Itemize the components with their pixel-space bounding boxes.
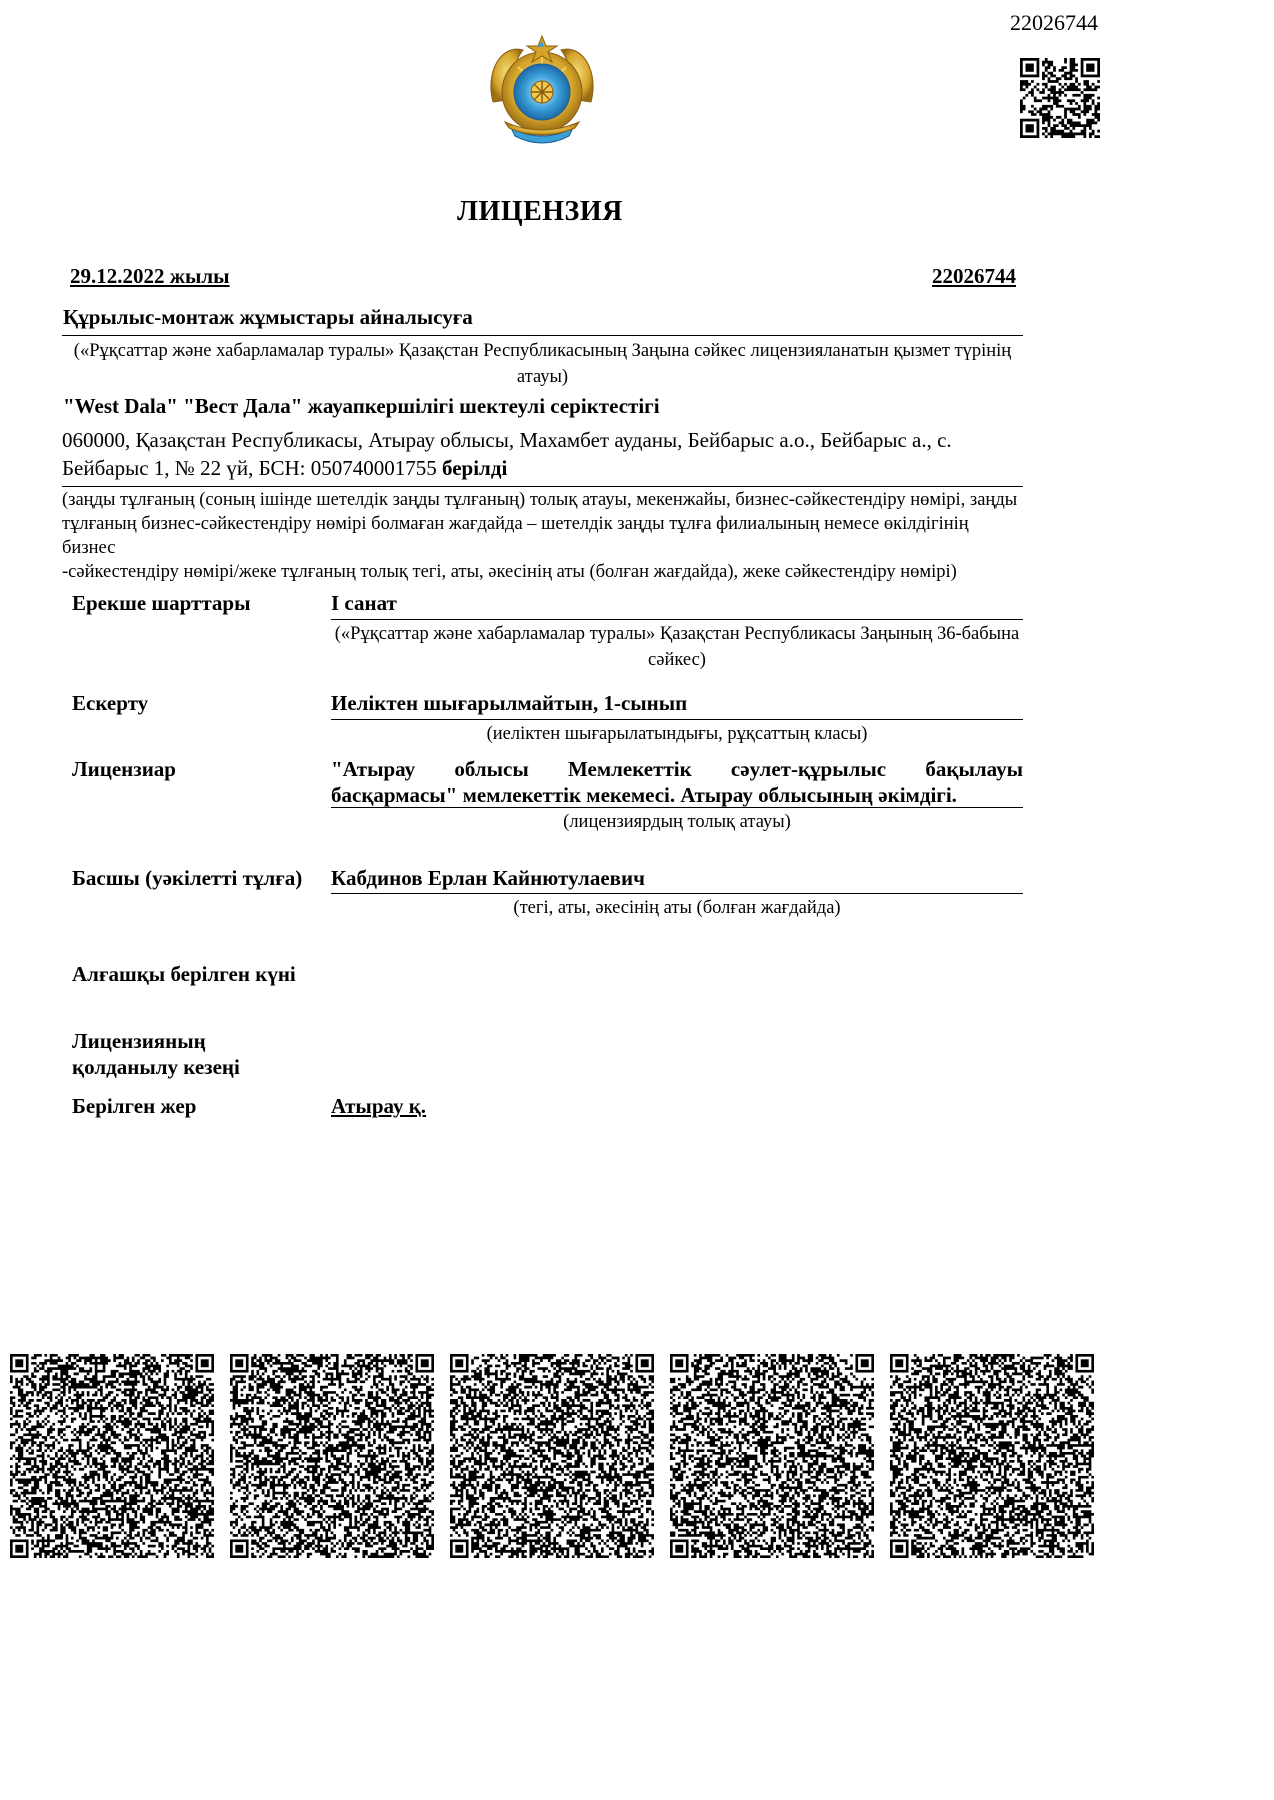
- head-note: (тегі, аты, әкесінің аты (болған жағдайда): [513, 898, 841, 918]
- state-emblem-icon: [483, 32, 601, 155]
- first-issue-date-label: Алғашқы берілген күні: [72, 962, 296, 986]
- head-value: Кабдинов Ерлан Кайнютулаевич: [331, 866, 645, 890]
- licensee-note-line1: (заңды тұлғаның (соның ішінде шетелдік заңды тұлғаның) толық атауы, мекенжайы, бизнес-сәйкестендіру нөмірі, заңды: [62, 490, 1018, 510]
- licensor-word: "Атырау: [331, 757, 416, 781]
- validity-label-line1: Лицензияның: [72, 1029, 206, 1053]
- head-label: Басшы (уәкілетті тұлға): [72, 866, 303, 890]
- licensor-word: облысы: [454, 757, 529, 781]
- licensor-word: Мемлекеттік: [567, 757, 692, 781]
- special-conditions-value: I санат: [331, 591, 397, 615]
- validity-label: [72, 1028, 240, 1080]
- place-value: Атырау қ.: [331, 1094, 427, 1118]
- licensee-address-line1: 060000, Қазақстан Республикасы, Атырау облысы, Махамбет ауданы, Бейбарыс а.о., Бейбарыс а., с.: [62, 428, 952, 452]
- license-number: 22026744: [932, 264, 1016, 288]
- licensor-value: [331, 756, 1023, 808]
- licensor-value-line2: басқармасы" мемлекеттік мекемесі. Атырау облысының әкімдігі.: [331, 783, 957, 807]
- activity-type: Құрылыс-монтаж жұмыстары айналысуға: [63, 305, 473, 329]
- qr-code-icon: [450, 1354, 654, 1558]
- licensee-address-line2: Бейбарыс 1, № 22 үй, БСН: 050740001755: [62, 456, 437, 480]
- special-conditions-note-line1: («Рұқсаттар және хабарламалар туралы» Қазақстан Республикасы Заңының 36-бабына: [334, 624, 1020, 644]
- remark-value: Иеліктен шығарылмайтын, 1-сынып: [331, 691, 688, 715]
- page-title: ЛИЦЕНЗИЯ: [457, 196, 623, 227]
- qr-code-icon: [670, 1354, 874, 1558]
- qr-code-icon: [230, 1354, 434, 1558]
- licensee-note-line3: -сәйкестендіру нөмірі/жеке тұлғаның толық тегі, аты, әкесінің аты (болған жағдайда), жеке сәйкестендіру нөмірі): [62, 562, 957, 582]
- licensor-underline: [331, 807, 1023, 808]
- licensee-address: [62, 426, 1024, 482]
- doc-number-top: 22026744: [1010, 10, 1098, 35]
- head-underline: [331, 893, 1023, 894]
- qr-code-icon: [10, 1354, 214, 1558]
- licensee-note: [62, 488, 1024, 584]
- activity-note: [62, 338, 1023, 390]
- special-conditions-note-line2: сәйкес): [648, 650, 706, 670]
- licensee-underline: [62, 486, 1023, 487]
- qr-code-icon: [1020, 58, 1100, 138]
- licensor-word: бақылауы: [925, 757, 1023, 781]
- activity-note-line1: («Рұқсаттар және хабарламалар туралы» Қазақстан Республикасының Заңына сәйкес лицензияланатын қызмет түрінің: [73, 341, 1012, 361]
- licensee-note-line2: тұлғаның бизнес-сәйкестендіру нөмірі болмаған жағдайда – шетелдік заңды тұлға филиалының немесе өкілдігінің бизнес: [62, 514, 969, 558]
- remark-underline: [331, 719, 1023, 720]
- activity-underline: [62, 335, 1023, 336]
- licensor-label: Лицензиар: [72, 757, 176, 781]
- special-conditions-underline: [331, 619, 1023, 620]
- licensee-name: "West Dala" "Вест Дала" жауапкершілігі шектеулі серіктестігі: [63, 394, 660, 418]
- activity-note-line2: атауы): [516, 367, 569, 387]
- special-conditions-label: Ерекше шарттары: [72, 591, 251, 615]
- remark-note: (иеліктен шығарылатындығы, рұқсаттың класы): [486, 724, 868, 744]
- qr-code-icon: [890, 1354, 1094, 1558]
- licensor-note: (лицензиярдың толық атауы): [563, 812, 791, 832]
- issued-word: берілді: [442, 456, 508, 480]
- licensor-word: сәулет-құрылыс: [730, 757, 887, 781]
- issue-date: 29.12.2022 жылы: [70, 264, 230, 288]
- validity-label-line2: қолданылу кезеңі: [72, 1055, 240, 1079]
- special-conditions-note: [331, 621, 1023, 673]
- place-label: Берілген жер: [72, 1094, 197, 1118]
- remark-label: Ескерту: [72, 691, 149, 715]
